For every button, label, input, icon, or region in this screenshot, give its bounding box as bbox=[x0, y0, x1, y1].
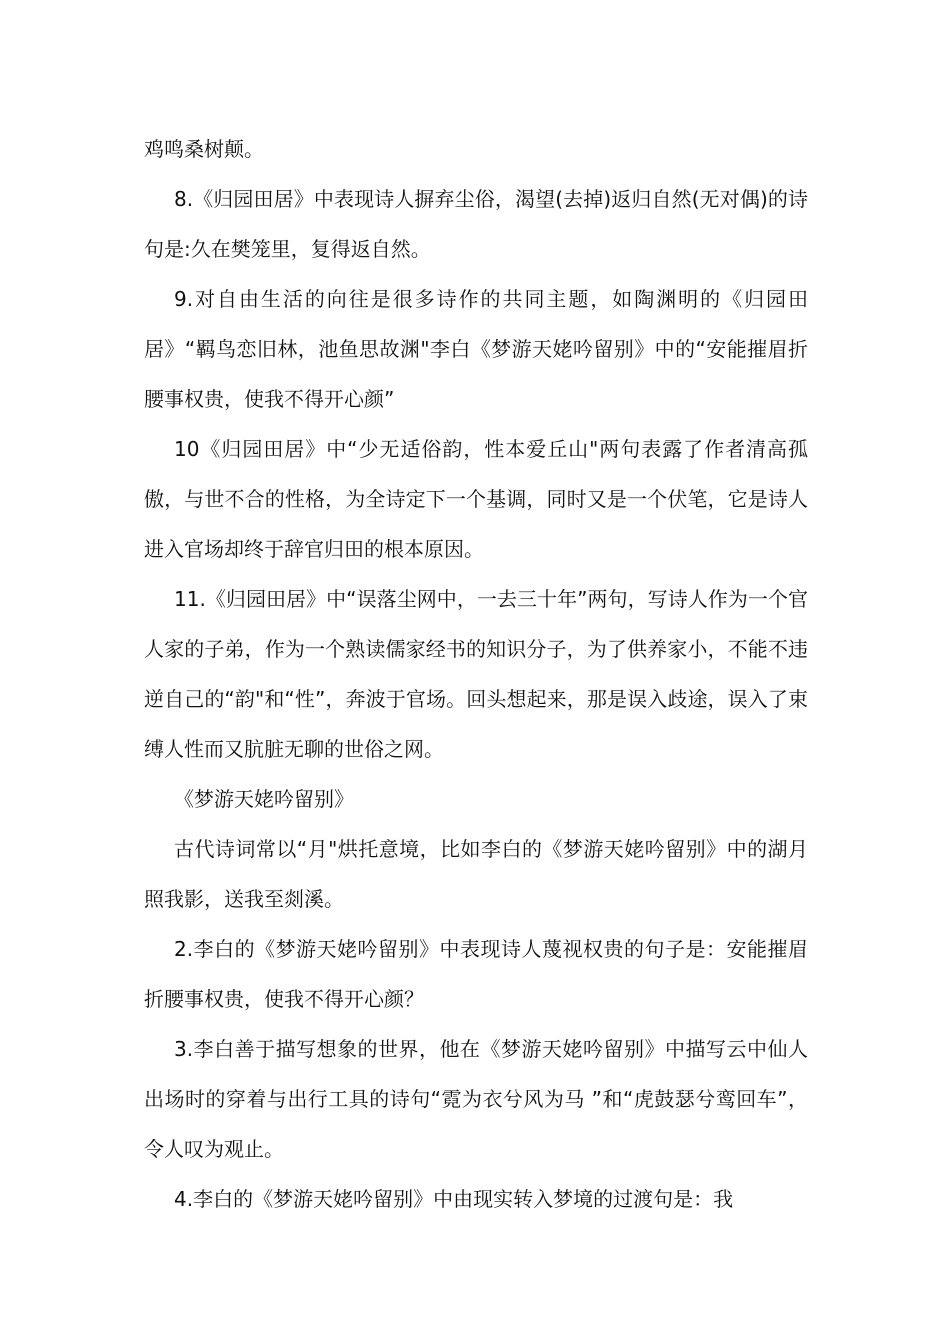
paragraph-item-8: 8.《归园田居》中表现诗人摒弃尘俗，渴望(去掉)返归自然(无对偶)的诗句是:久在樊笼里，复得返自然。 bbox=[144, 187, 808, 261]
paragraph-item-10: 10《归园田居》中“少无适俗韵，性本爱丘山"两句表露了作者清高孤傲，与世不合的性格，为全诗定下一个基调，同时又是一个伏笔，它是诗人进入官场却终于辞官归田的根本原因。 bbox=[144, 437, 808, 561]
paragraph-item-2: 2.李白的《梦游天姥吟留别》中表现诗人蔑视权贵的句子是：安能摧眉折腰事权贵，使我不得开心颜？ bbox=[144, 937, 808, 1011]
paragraph-continuation: 鸡鸣桑树颠。 bbox=[144, 137, 264, 161]
section-heading: 《梦游天姥吟留别》 bbox=[174, 787, 354, 811]
paragraph-item-3: 3.李白善于描写想象的世界，他在《梦游天姥吟留别》中描写云中仙人出场时的穿着与出行工具的诗句“霓为衣兮风为马 ”和“虎鼓瑟兮鸾回车”，令人叹为观止。 bbox=[144, 1037, 808, 1161]
paragraph-item-1: 古代诗词常以“月"烘托意境，比如李白的《梦游天姥吟留别》中的湖月照我影，送我至剡溪。 bbox=[144, 837, 808, 911]
document-body bbox=[144, 124, 808, 1224]
paragraph-item-9: 9.对自由生活的向往是很多诗作的共同主题，如陶渊明的《归园田居》“羁鸟恋旧林，池鱼思故渊"李白《梦游天姥吟留别》中的“安能摧眉折腰事权贵，使我不得开心颜” bbox=[144, 287, 808, 411]
paragraph-item-4: 4.李白的《梦游天姥吟留别》中由现实转入梦境的过渡句是：我 bbox=[174, 1187, 734, 1211]
paragraph-item-11: 11.《归园田居》中“误落尘网中，一去三十年”两句，写诗人作为一个官人家的子弟，作为一个熟读儒家经书的知识分子，为了供养家小，不能不违逆自己的“韵"和“性”，奔波于官场。回头想起来，那是误入歧途，误入了束缚人性而又肮脏无聊的世俗之网。 bbox=[144, 587, 808, 761]
